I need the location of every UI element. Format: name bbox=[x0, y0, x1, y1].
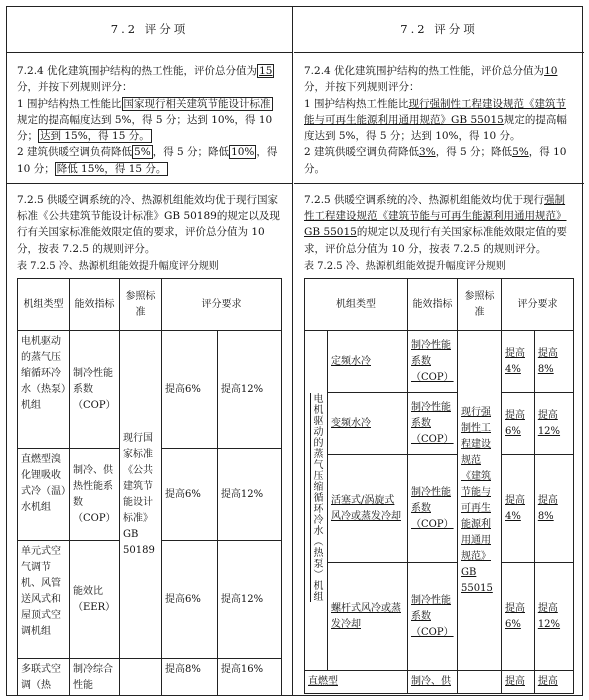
left-score-table: 机组类型 能效指标 参照标准 评分要求 电机驱动的蒸气压缩循环冷水（热泵）机组 制冷性能系数（COP） 现行国家标准《公共建筑节能设计标准》GB 50189 提高6% 提高12% 直燃型溴化锂吸收式冷（温）水机组 制冷、供热性能系数（COP） 提高6% 提高12% 单元式空气调节机、风管送风式和屋顶式空调机组 能效比（EER） 提高6% 提高12% 多联式空调（热 制冷综合性能 提高8% 提高16% bbox=[17, 278, 282, 695]
left-heading: 7.2 评分项 bbox=[7, 7, 292, 53]
right-clause-725: 7.2.5 供暖空调系统的冷、热源机组能效均优于现行强制性工程建设规范《建筑节能与可再生能源利用通用规范》GB 55015的规定以及现行有关国家标准能效限定值的要求，评价总分值为 10 分，按表 7.2.5 的规则评分。 表 7.2.5 冷、热源机组能效提升幅度评分规则 机组类型 能效指标 参照标准 评分要求 电机驱动的蒸气压缩循环冷水（热泵）机组 定频水冷 制冷性能系数（COP） 现行强制性工程建设规范《建筑节能与可再生能源利用通用规范》GB 55015 提高4% 提高8% 变频水冷 制冷性能系数（COP） 提高6% 提高12% 活塞式/涡旋式风冷或蒸发冷却 制冷性能系数（COP） 提高4% 提高8% 螺杆式风冷或蒸发冷却 制冷性能系数（COP） 提高6% 提高12% 直燃型 制冷、供 提高 提高 bbox=[294, 184, 584, 695]
reference-standard: 现行国家标准《公共建筑节能设计标准》GB 50189 bbox=[120, 331, 162, 659]
table-row: 电机驱动的蒸气压缩循环冷水（热泵）机组 定频水冷 制冷性能系数（COP） 现行强制性工程建设规范《建筑节能与可再生能源利用通用规范》GB 55015 提高4% 提高8% bbox=[305, 331, 574, 393]
score-box: 15 bbox=[259, 65, 273, 77]
left-clause-724: 7.2.4 优化建筑围护结构的热工性能，评价总分值为 15分，并按下列规则评分： 1 围护结构热工性能比 国家现行相关建筑节能设计标准规定的提高幅度达到 5%，得 5 分；达到 10%，得 10 分； 达到 15%，得 15 分。 2 建筑供暖空调负荷降低 5% ，得 5 分；降低 10% ，得 10 分； 降低 15%，得 15 分。 bbox=[7, 53, 292, 184]
table-row: 电机驱动的蒸气压缩循环冷水（热泵）机组 制冷性能系数（COP） 现行国家标准《公共建筑节能设计标准》GB 50189 提高6% 提高12% bbox=[18, 331, 282, 449]
table-row: 单元式空气调节机、风管送风式和屋顶式空调机组 能效比（EER） 提高6% 提高12% bbox=[18, 541, 282, 659]
score-value: 10 bbox=[544, 65, 558, 77]
right-column bbox=[294, 7, 584, 695]
table-row: 多联式空调（热 制冷综合性能 提高8% 提高16% bbox=[18, 659, 282, 695]
table-caption: 表 7.2.5 冷、热源机组能效提升幅度评分规则 bbox=[17, 260, 219, 272]
right-score-table: 机组类型 能效指标 参照标准 评分要求 电机驱动的蒸气压缩循环冷水（热泵）机组 定频水冷 制冷性能系数（COP） 现行强制性工程建设规范《建筑节能与可再生能源利用通用规范》GB 55015 提高4% 提高8% 变频水冷 制冷性能系数（COP） 提高6% 提高12% 活塞式/涡旋式风冷或蒸发冷却 制冷性能系数（COP） 提高4% 提高8% 螺杆式风冷或蒸发冷却 制冷性能系数（COP） 提高6% 提高12% 直燃型 制冷、供 提高 提高 bbox=[304, 278, 574, 694]
table-row: 直燃型 制冷、供 提高 提高 bbox=[305, 671, 574, 694]
group-label: 电机驱动的蒸气压缩循环冷水（热泵）机组 bbox=[311, 393, 322, 603]
left-clause-725: 7.2.5 供暖空调系统的冷、热源机组能效均优于现行国家标准《公共建筑节能设计标准》GB 50189的规定以及现行有关国家标准能效限定值的要求，评价总分值为 10 分，按表 7.2.5 的规则评分。 表 7.2.5 冷、热源机组能效提升幅度评分规则 机组类型 能效指标 参照标准 评分要求 电机驱动的蒸气压缩循环冷水（热泵）机组 制冷性能系数（COP） 现行国家标准《公共建筑节能设计标准》GB 50189 提高6% 提高12% 直燃型溴化锂吸收式冷（温）水机组 制冷、供热性能系数（COP） 提高6% 提高12% 单元式空气调节机、风管送风式和屋顶式空调机组 能效比（EER） 提高6% 提高12% 多联式空调（热 制冷综合性能 提高8% 提高16% bbox=[7, 184, 292, 695]
comparison-frame bbox=[6, 6, 583, 696]
table-row: 直燃型溴化锂吸收式冷（温）水机组 制冷、供热性能系数（COP） 提高6% 提高12% bbox=[18, 449, 282, 541]
table-row: 螺杆式风冷或蒸发冷却 制冷性能系数（COP） 提高6% 提高12% bbox=[305, 563, 574, 671]
right-heading: 7.2 评分项 bbox=[294, 7, 584, 53]
left-column bbox=[7, 7, 293, 695]
table-row: 活塞式/涡旋式风冷或蒸发冷却 制冷性能系数（COP） 提高4% 提高8% bbox=[305, 455, 574, 563]
standard-box: 国家现行相关建筑节能设计标准 bbox=[123, 97, 271, 110]
standard-ref: 现行强制性工程建设规范《建筑节能与可再生能源利用通用规范》GB 55015 bbox=[304, 97, 567, 126]
table-row: 变频水冷 制冷性能系数（COP） 提高6% 提高12% bbox=[305, 393, 574, 455]
right-clause-724: 7.2.4 优化建筑围护结构的热工性能，评价总分值为10分，并按下列规则评分： 1 围护结构热工性能比现行强制性工程建设规范《建筑节能与可再生能源利用通用规范》GB 55015规定的提高幅度达到 5%，得 5 分；达到 10%，得 10 分。 2 建筑供暖空调负荷降低3%，得 5 分；降低5%，得 10 分。 bbox=[294, 53, 584, 184]
table-caption: 表 7.2.5 冷、热源机组能效提升幅度评分规则 bbox=[304, 260, 506, 272]
reference-standard: 现行强制性工程建设规范《建筑节能与可再生能源利用通用规范》GB 55015 bbox=[458, 331, 502, 671]
